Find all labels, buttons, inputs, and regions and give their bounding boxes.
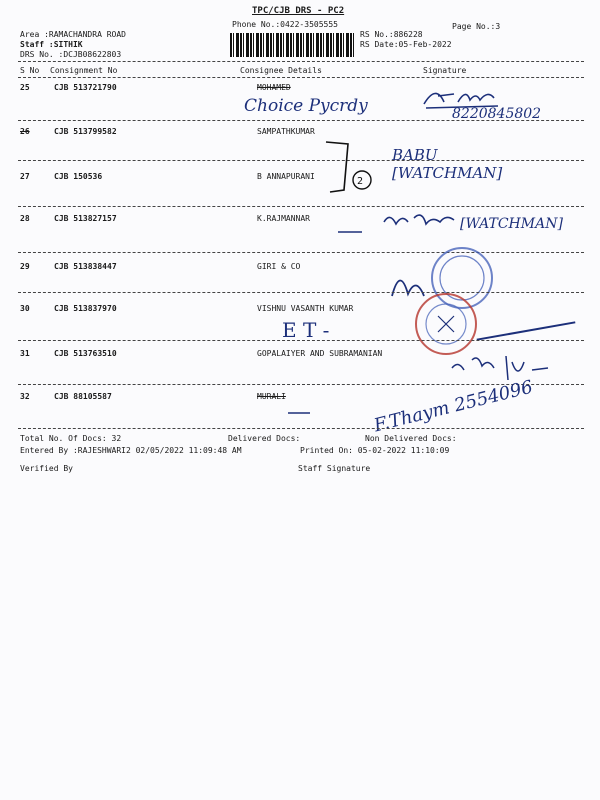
row-consignment: CJB 513721790 — [54, 83, 117, 92]
handwritten-note: F.Thaym 2554096 — [371, 376, 535, 437]
row-consignee: GIRI & CO — [257, 262, 301, 271]
handwritten-note: [WATCHMAN] — [460, 216, 563, 232]
row-consignment: CJB 513827157 — [54, 214, 117, 223]
handwritten-phone: 8220845802 — [452, 106, 542, 122]
non-delivered-docs: Non Delivered Docs: — [365, 434, 457, 443]
staff-label: Staff :SITHIK — [20, 40, 83, 49]
divider — [18, 120, 584, 121]
delivered-docs: Delivered Docs: — [228, 434, 301, 443]
row-sno: 32 — [20, 392, 30, 401]
total-docs: Total No. Of Docs: 32 — [20, 434, 122, 443]
phone-number: Phone No.:0422-3505555 — [232, 20, 338, 29]
handwritten-note: BABU [WATCHMAN] — [392, 146, 503, 182]
row-consignee: B ANNAPURANI — [257, 172, 315, 181]
divider — [18, 206, 584, 207]
signature-mark — [418, 82, 518, 112]
row-sno: 30 — [20, 304, 30, 313]
drs-number: DRS No. :DCJB08622803 — [20, 50, 122, 59]
signature-mark — [380, 208, 460, 236]
row-consignee: VISHNU VASANTH KUMAR — [257, 304, 354, 313]
divider — [18, 77, 584, 78]
col-signature: Signature — [423, 66, 467, 75]
row-sno: 29 — [20, 262, 30, 271]
row-sno: 26 — [20, 127, 30, 136]
row-consignee: K.RAJMANNAR — [257, 214, 310, 223]
dash-mark — [336, 226, 366, 238]
col-sno: S No — [20, 66, 40, 75]
signature-mark — [448, 350, 558, 386]
row-consignment: CJB 88105587 — [54, 392, 112, 401]
printed-on: Printed On: 05-02-2022 11:10:09 — [300, 446, 450, 455]
col-consignee: Consignee Details — [240, 66, 322, 75]
divider — [18, 292, 584, 293]
row-consignment: CJB 513799582 — [54, 127, 117, 136]
row-consignment: CJB 513838447 — [54, 262, 117, 271]
staff-signature: Staff Signature — [298, 464, 371, 473]
bracket-mark — [322, 138, 382, 198]
dash-mark — [286, 408, 316, 418]
rs-date: RS Date:05-Feb-2022 — [360, 40, 452, 49]
entered-by: Entered By :RAJESHWARI2 02/05/2022 11:09:48 AM — [20, 446, 242, 455]
area-label: Area :RAMACHANDRA ROAD — [20, 30, 126, 39]
rs-number: RS No.:886228 — [360, 30, 423, 39]
row-sno: 31 — [20, 349, 30, 358]
page-number: Page No.:3 — [452, 22, 501, 31]
row-consignee: MURALI — [257, 392, 286, 401]
row-consignee: SAMPATHKUMAR — [257, 127, 315, 136]
signature-stroke — [477, 321, 576, 340]
row-consignee: GOPALAIYER AND SUBRAMANIAN — [257, 349, 383, 358]
col-consignment: Consignment No — [50, 66, 118, 75]
row-consignment: CJB 150536 — [54, 172, 103, 181]
row-sno: 25 — [20, 83, 30, 92]
document-title: TPC/CJB DRS - PC2 — [252, 6, 345, 16]
divider — [18, 61, 584, 62]
row-consignee: MOHAMED — [257, 83, 291, 92]
row-consignment: CJB 513763510 — [54, 349, 117, 358]
handwritten-note: E T - — [282, 318, 330, 342]
handwritten-note: Choice Pycrdy — [244, 96, 368, 116]
row-sno: 28 — [20, 214, 30, 223]
verified-by: Verified By — [20, 464, 73, 473]
divider — [18, 340, 584, 341]
divider — [18, 428, 584, 429]
svg-text:2: 2 — [357, 176, 364, 187]
row-consignment: CJB 513837970 — [54, 304, 117, 313]
row-sno: 27 — [20, 172, 30, 181]
barcode — [230, 33, 354, 57]
